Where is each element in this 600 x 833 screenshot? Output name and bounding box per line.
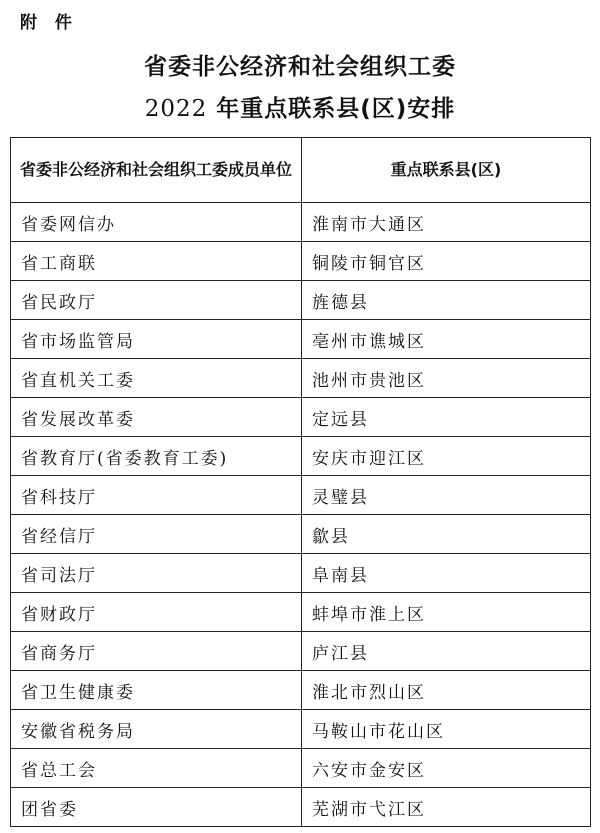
title-line-2-text: 年重点联系县(区)安排 [207, 96, 456, 122]
column-header-member-unit-label: 省委非公经济和社会组织工委成员单位 [19, 160, 292, 179]
key-county-cell: 亳州市谯城区 [302, 320, 591, 359]
table-row [11, 398, 591, 437]
member-unit-cell: 省科技厅 [11, 476, 302, 515]
table-row [11, 476, 591, 515]
member-unit-cell: 团省委 [11, 788, 302, 827]
table-body [11, 203, 591, 827]
table-row [11, 320, 591, 359]
member-unit-cell: 省直机关工委 [11, 359, 302, 398]
key-county-cell: 歙县 [302, 515, 591, 554]
key-county-cell: 蚌埠市淮上区 [302, 593, 591, 632]
key-county-cell: 池州市贵池区 [302, 359, 591, 398]
key-county-cell: 安庆市迎江区 [302, 437, 591, 476]
member-unit-cell: 省教育厅(省委教育工委) [11, 437, 302, 476]
member-unit-cell: 省财政厅 [11, 593, 302, 632]
table-row [11, 749, 591, 788]
key-county-cell: 六安市金安区 [302, 749, 591, 788]
key-county-cell: 铜陵市铜官区 [302, 242, 591, 281]
key-county-cell: 灵璧县 [302, 476, 591, 515]
table-row [11, 710, 591, 749]
member-unit-cell: 省发展改革委 [11, 398, 302, 437]
key-county-cell: 淮北市烈山区 [302, 671, 591, 710]
member-unit-cell: 省市场监管局 [11, 320, 302, 359]
table-row [11, 593, 591, 632]
member-unit-cell: 省司法厅 [11, 554, 302, 593]
title-year: 2022 [144, 96, 208, 122]
member-unit-cell: 省委网信办 [11, 203, 302, 242]
member-unit-cell: 省总工会 [11, 749, 302, 788]
table-row [11, 359, 591, 398]
member-unit-cell: 省商务厅 [11, 632, 302, 671]
key-county-cell: 阜南县 [302, 554, 591, 593]
table-row [11, 554, 591, 593]
table-row [11, 203, 591, 242]
table-row [11, 632, 591, 671]
key-county-cell: 定远县 [302, 398, 591, 437]
table-row [11, 515, 591, 554]
member-unit-cell: 省经信厅 [11, 515, 302, 554]
key-county-cell: 庐江县 [302, 632, 591, 671]
member-units-table [10, 137, 591, 827]
key-county-cell: 淮南市大通区 [302, 203, 591, 242]
attachment-label: 附 件 [20, 13, 78, 33]
column-header-member-unit [11, 138, 302, 203]
key-county-cell: 芜湖市弋江区 [302, 788, 591, 827]
table-row [11, 671, 591, 710]
column-header-key-county: 重点联系县(区) [302, 138, 591, 203]
table-row [11, 437, 591, 476]
key-county-cell: 马鞍山市花山区 [302, 710, 591, 749]
member-unit-cell: 省卫生健康委 [11, 671, 302, 710]
table-row [11, 242, 591, 281]
member-unit-cell: 省工商联 [11, 242, 302, 281]
member-unit-cell: 省民政厅 [11, 281, 302, 320]
table-row [11, 281, 591, 320]
document-title-line-2 [0, 90, 600, 123]
member-unit-cell: 安徽省税务局 [11, 710, 302, 749]
document-title-line-1: 省委非公经济和社会组织工委 [144, 54, 456, 80]
table-row [11, 788, 591, 827]
table-header-row [11, 138, 591, 203]
key-county-cell: 旌德县 [302, 281, 591, 320]
